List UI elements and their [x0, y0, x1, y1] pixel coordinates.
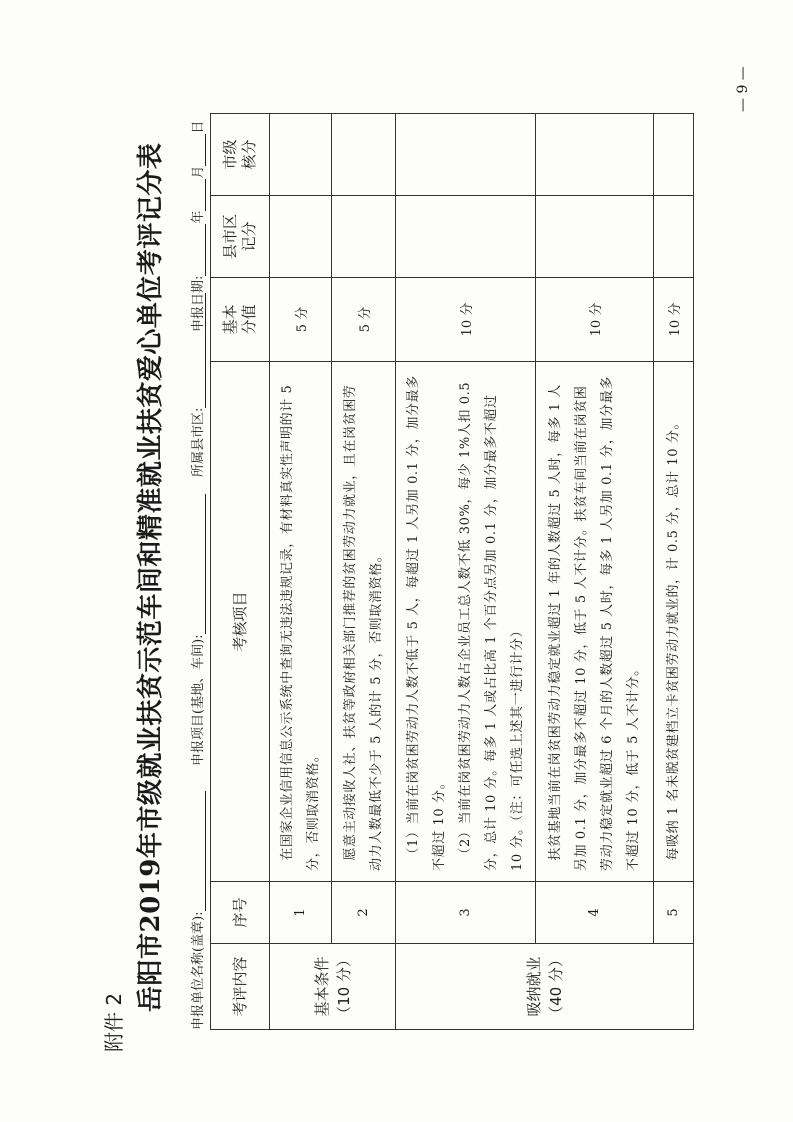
- table-row: [332, 114, 396, 1030]
- month-label: 月: [191, 165, 206, 179]
- header-item: 考核项目: [211, 362, 270, 882]
- table-row: [270, 114, 332, 1030]
- row-city-score-cell[interactable]: [654, 114, 694, 196]
- table-row: [396, 114, 536, 1030]
- row-seq: 1: [270, 882, 332, 944]
- row-city-score-cell[interactable]: [332, 114, 396, 196]
- row-seq: 4: [536, 882, 654, 944]
- item-paragraph: 愿意主动接收人社、扶贫等政府相关部门推荐的贫困劳动力就业，且在岗贫困劳动力人数最低不少于 5 人的计 5 分，否则取消资格。: [342, 384, 384, 871]
- category-name: 吸纳就业: [524, 956, 543, 1017]
- row-city-score-cell[interactable]: [396, 114, 536, 196]
- category-points: （40 分）: [546, 952, 565, 1021]
- project-blank: [191, 494, 206, 634]
- year-label: 年: [191, 210, 206, 224]
- table-header-row: [211, 114, 270, 1030]
- applicant-unit-field: [187, 791, 206, 1030]
- date-label: 申报日期:: [191, 275, 206, 332]
- header-category: 考评内容: [211, 944, 270, 1030]
- item-paragraph: （1）当前在岗贫困劳动力人数不低于 5 人，每超过 1 人另加 0.1 分，加分最多不超过 10 分。: [405, 375, 447, 871]
- applicant-unit-label: 申报单位名称(盖章):: [191, 911, 206, 1030]
- category-employment: [396, 944, 694, 1030]
- item-paragraph: 每吸纳 1 名未脱贫建档立卡贫困劳动力就业的，计 0.5 分，总计 10 分。: [665, 415, 681, 861]
- row-county-score-cell[interactable]: [332, 196, 396, 278]
- attachment-label: 附件 2: [102, 992, 126, 1052]
- page-number: — 9 —: [735, 66, 751, 112]
- row-base-score: 10 分: [654, 278, 694, 362]
- row-item: [270, 362, 332, 882]
- month-blank: [191, 179, 206, 211]
- row-item: [332, 362, 396, 882]
- item-paragraph: 扶贫基地当前在岗贫困劳动力稳定就业超过 1 年的人数超过 5 人时，每多 1 人另加 0.1 分，加分最多不超过 10 分，低于 5 人不计分。扶贫车间当前在岗贫困劳动力稳定就业超过 6 个月的人数超过 5 人时，每多 1 人另加 0.1 分，加分最多不超过 10 分，低于 5 人不计分。: [547, 376, 641, 871]
- row-seq: 5: [654, 882, 694, 944]
- row-county-score-cell[interactable]: [536, 196, 654, 278]
- category-basic: [270, 944, 396, 1030]
- category-points: （10 分）: [334, 952, 353, 1021]
- row-county-score-cell[interactable]: [270, 196, 332, 278]
- row-base-score: 10 分: [396, 278, 536, 362]
- year-blank: [191, 224, 206, 276]
- item-paragraph: 在国家企业信用信息公示系统中查询无违法违规记录，有材料真实性声明的计 5 分，否则取消资格。: [279, 384, 321, 871]
- county-label: 所属县市区:: [191, 407, 206, 477]
- header-city-score: 市级 核分: [211, 114, 270, 196]
- row-seq: 3: [396, 882, 536, 944]
- row-base-score: 5 分: [270, 278, 332, 362]
- row-city-score-cell[interactable]: [536, 114, 654, 196]
- header-county-score: 县市区 记分: [211, 196, 270, 278]
- applicant-unit-blank: [191, 791, 206, 911]
- row-item: [396, 362, 536, 882]
- row-item: [654, 362, 694, 882]
- day-label: 日: [191, 120, 206, 134]
- header-base-score: 基本 分值: [211, 278, 270, 362]
- table-row: [536, 114, 654, 1030]
- row-county-score-cell[interactable]: [654, 196, 694, 278]
- project-field: [187, 494, 206, 766]
- row-base-score: 10 分: [536, 278, 654, 362]
- date-field: [187, 121, 206, 332]
- item-paragraph: （2）当前在岗贫困劳动力人数占企业员工总人数不低 30%，每少 1%人扣 0.5 分，总计 10 分。每多 1 人或占比高 1 个百分点另加 0.1 分，加分最多不超过 10 分。（注：可任选上述其一进行计分）: [457, 381, 525, 871]
- row-item: [536, 362, 654, 882]
- row-city-score-cell[interactable]: [270, 114, 332, 196]
- row-seq: 2: [332, 882, 396, 944]
- category-name: 基本条件: [312, 956, 331, 1017]
- form-title: 岳阳市2019年市级就业扶贫示范车间和精准就业扶贫爱心单位考评记分表: [136, 142, 166, 1012]
- row-base-score: 5 分: [332, 278, 396, 362]
- scoring-table: [210, 113, 694, 1030]
- row-county-score-cell[interactable]: [396, 196, 536, 278]
- day-blank: [191, 134, 206, 166]
- header-seq: 序号: [211, 882, 270, 944]
- table-row: [654, 114, 694, 1030]
- project-label: 申报项目(基地、车间):: [191, 634, 206, 766]
